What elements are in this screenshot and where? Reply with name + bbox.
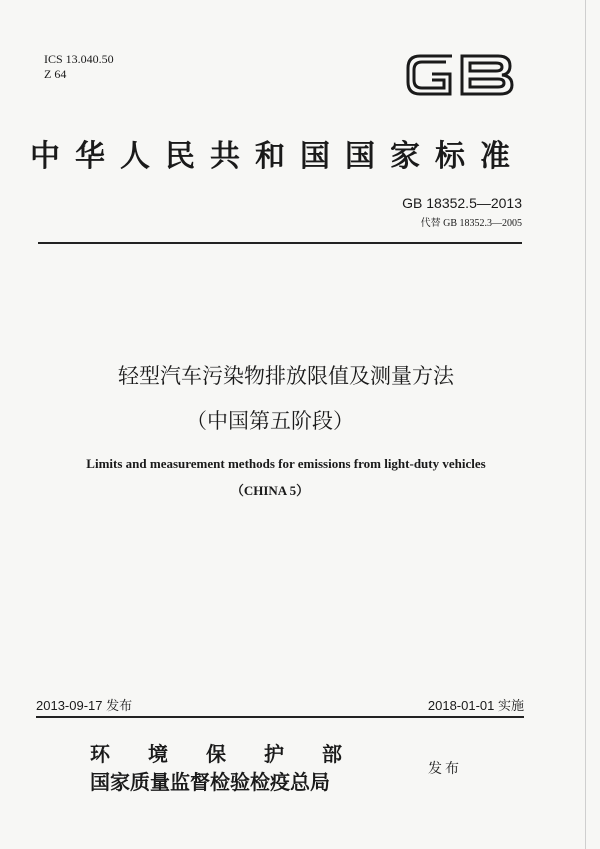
ics-code: ICS 13.040.50 — [44, 52, 114, 66]
ccs-code: Z 64 — [44, 67, 67, 81]
bottom-divider — [36, 716, 524, 718]
publish-label: 发布 — [428, 761, 462, 777]
subtitle-english: （CHINA 5） — [230, 483, 310, 498]
implementation-date: 2018-01-01 实施 — [427, 698, 524, 713]
standard-category-heading: 中华人民共和国国家标准 — [30, 139, 525, 174]
scan-edge-line — [585, 0, 586, 849]
issue-date: 2013-09-17 发布 — [36, 698, 133, 713]
classification-codes — [44, 52, 114, 82]
title-chinese: 轻型汽车污染物排放限值及测量方法 — [118, 364, 454, 388]
title-english: Limits and measurement methods for emissions from light-duty vehicles — [86, 456, 486, 471]
replaces-standard: 代替 GB 18352.3—2005 — [420, 218, 522, 229]
issuer-ministry: 环境保护部 — [90, 742, 380, 766]
standard-number: GB 18352.5—2013 — [402, 195, 522, 211]
issuer-aqsiq: 国家质量监督检验检疫总局 — [90, 770, 330, 794]
gb-logo — [400, 46, 520, 104]
subtitle-chinese: （中国第五阶段） — [186, 409, 354, 433]
top-divider — [38, 242, 522, 244]
